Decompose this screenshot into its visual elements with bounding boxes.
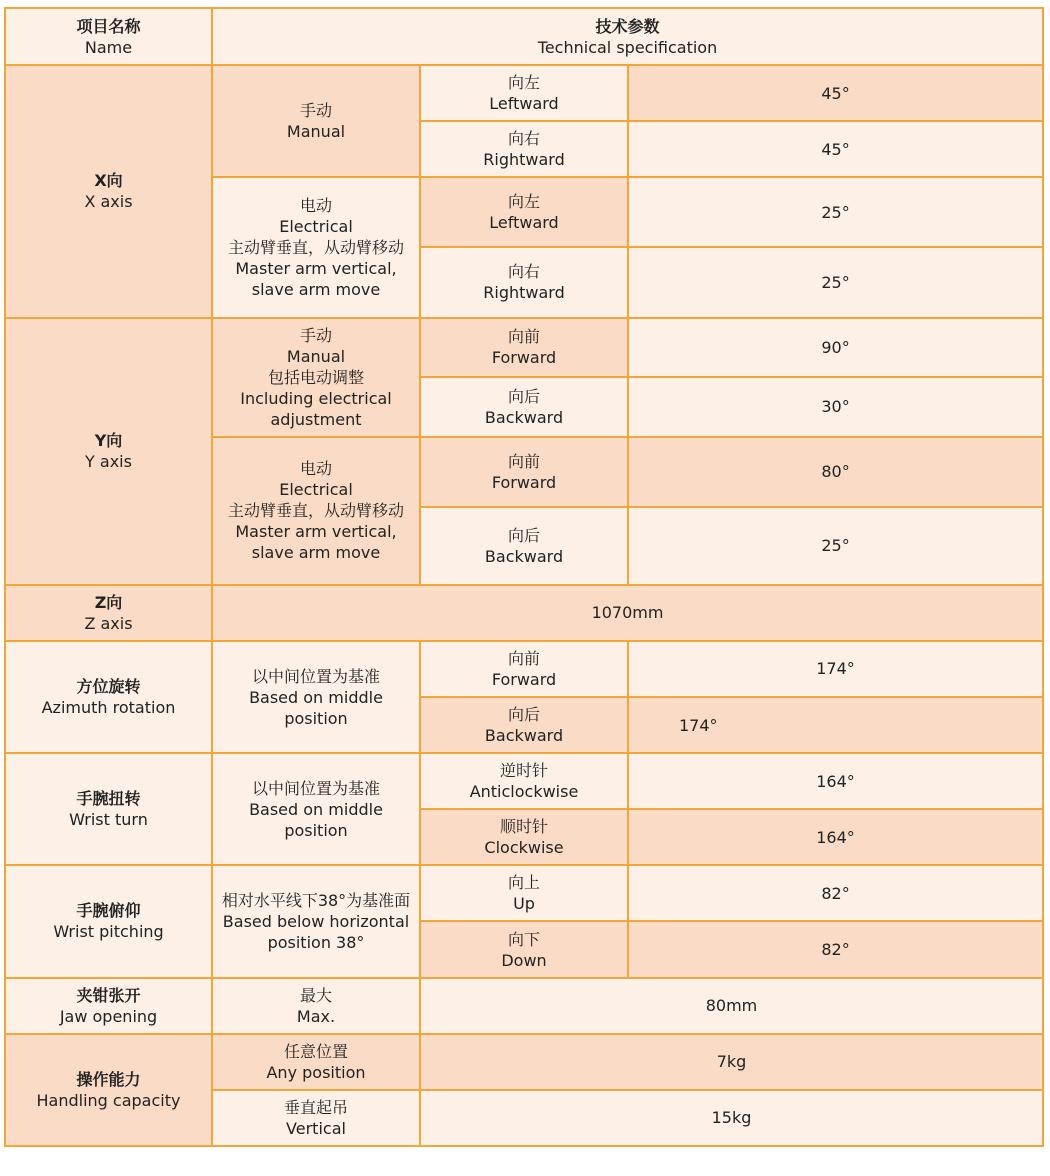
value-cell: 25°	[628, 247, 1043, 317]
value-cell: 25°	[628, 507, 1043, 585]
value-cell: 1070mm	[212, 585, 1043, 641]
value-cell: 80°	[628, 437, 1043, 507]
direction-cell: 逆时针 Anticlockwise	[420, 753, 628, 809]
y-manual-forward-row	[5, 318, 1043, 377]
direction-cell: 向上 Up	[420, 865, 628, 921]
azimuth-basis: 以中间位置为基准 Based on middle position	[212, 641, 420, 753]
z-axis-row	[5, 585, 1043, 641]
wrist-pitch-up-row	[5, 865, 1043, 921]
jaw-opening-label: 夹钳张开 Jaw opening	[5, 978, 212, 1034]
x-axis-label: X向 X axis	[5, 65, 212, 317]
value-cell: 15kg	[420, 1090, 1043, 1146]
direction-cell: 向左 Leftward	[420, 177, 628, 247]
direction-cell: 向前 Forward	[420, 437, 628, 507]
wrist-turn-anticlockwise-row	[5, 753, 1043, 809]
direction-cell: 向后 Backward	[420, 507, 628, 585]
x-manual-left-row	[5, 65, 1043, 121]
header-spec-cell: 技术参数 Technical specification	[212, 8, 1043, 65]
header-row	[5, 8, 1043, 65]
handling-condition: 垂直起吊 Vertical	[212, 1090, 420, 1146]
value-cell: 80mm	[420, 978, 1043, 1034]
y-axis-label: Y向 Y axis	[5, 318, 212, 585]
value-cell: 90°	[628, 318, 1043, 377]
direction-cell: 向右 Rightward	[420, 121, 628, 177]
wrist-turn-basis: 以中间位置为基准 Based on middle position	[212, 753, 420, 865]
wrist-pitch-label: 手腕俯仰 Wrist pitching	[5, 865, 212, 977]
value-cell: 174°	[628, 641, 1043, 697]
x-manual-mode: 手动 Manual	[212, 65, 420, 177]
y-manual-mode: 手动 Manual 包括电动调整 Including electrical adjustment	[212, 318, 420, 437]
wrist-turn-label: 手腕扭转 Wrist turn	[5, 753, 212, 865]
value-cell: 82°	[628, 921, 1043, 977]
handling-condition: 任意位置 Any position	[212, 1034, 420, 1090]
jaw-condition: 最大 Max.	[212, 978, 420, 1034]
z-axis-label: Z向 Z axis	[5, 585, 212, 641]
jaw-opening-row	[5, 978, 1043, 1034]
direction-cell: 向后 Backward	[420, 697, 628, 753]
value-cell: 45°	[628, 65, 1043, 121]
handling-capacity-label: 操作能力 Handling capacity	[5, 1034, 212, 1146]
direction-cell: 向前 Forward	[420, 318, 628, 377]
header-name-cell: 项目名称 Name	[5, 8, 212, 65]
azimuth-forward-row	[5, 641, 1043, 697]
direction-cell: 向后 Backward	[420, 377, 628, 437]
direction-cell: 向下 Down	[420, 921, 628, 977]
direction-cell: 顺时针 Clockwise	[420, 809, 628, 865]
direction-cell: 向右 Rightward	[420, 247, 628, 317]
handling-any-position-row	[5, 1034, 1043, 1090]
specification-table	[4, 7, 1044, 1147]
value-cell: 174°	[628, 697, 1043, 753]
value-cell: 45°	[628, 121, 1043, 177]
value-cell: 82°	[628, 865, 1043, 921]
value-cell: 30°	[628, 377, 1043, 437]
value-cell: 164°	[628, 809, 1043, 865]
value-cell: 164°	[628, 753, 1043, 809]
azimuth-label: 方位旋转 Azimuth rotation	[5, 641, 212, 753]
direction-cell: 向前 Forward	[420, 641, 628, 697]
y-electrical-mode: 电动 Electrical 主动臂垂直，从动臂移动 Master arm vertical, slave arm move	[212, 437, 420, 585]
direction-cell: 向左 Leftward	[420, 65, 628, 121]
value-cell: 25°	[628, 177, 1043, 247]
wrist-pitch-basis: 相对水平线下38°为基准面 Based below horizontal position 38°	[212, 865, 420, 977]
x-electrical-mode: 电动 Electrical 主动臂垂直，从动臂移动 Master arm vertical, slave arm move	[212, 177, 420, 317]
value-cell: 7kg	[420, 1034, 1043, 1090]
